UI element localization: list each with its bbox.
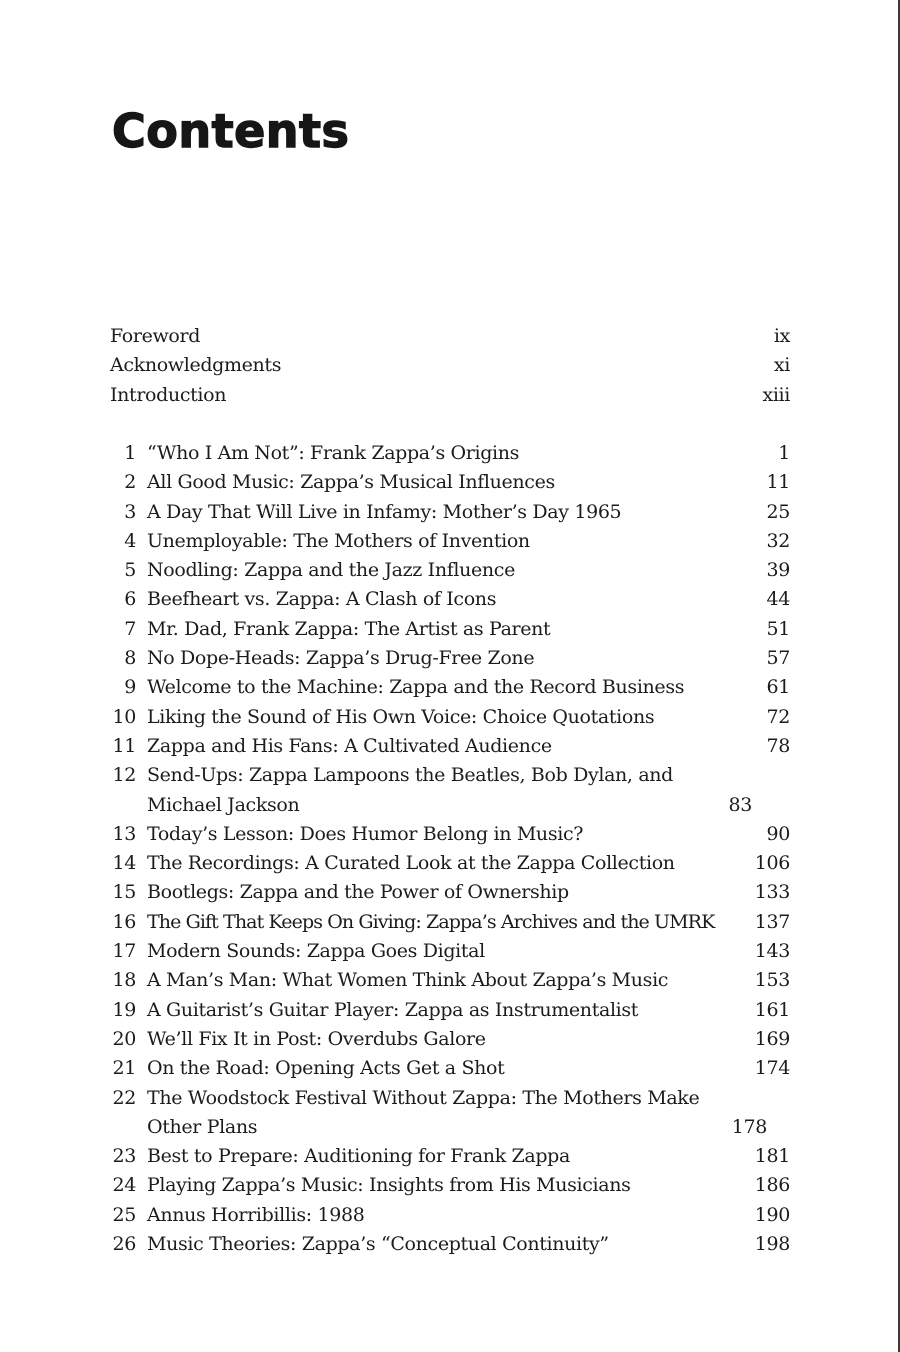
chapter-page: 72 bbox=[766, 705, 790, 728]
chapter-number: 23 bbox=[112, 1145, 136, 1168]
chapter-page: 11 bbox=[766, 471, 790, 494]
toc-entry-acknowledgments[interactable] bbox=[110, 351, 790, 380]
chapter-number: 1 bbox=[124, 442, 136, 464]
page-title: Contents bbox=[112, 104, 350, 158]
chapter-page: 106 bbox=[754, 852, 790, 875]
toc-chapter[interactable] bbox=[110, 673, 790, 702]
toc-chapter[interactable] bbox=[110, 527, 790, 556]
chapter-number: 25 bbox=[112, 1203, 136, 1226]
chapter-title: Music Theories: Zappa’s “Conceptual Continuity” bbox=[147, 1233, 609, 1256]
chapter-number: 17 bbox=[112, 940, 136, 963]
toc-chapter[interactable] bbox=[110, 966, 790, 995]
chapter-title: Unemployable: The Mothers of Invention bbox=[147, 529, 530, 552]
chapter-title: A Man’s Man: What Women Think About Zappa’s Music bbox=[147, 969, 669, 992]
chapter-title: All Good Music: Zappa’s Musical Influences bbox=[147, 471, 555, 494]
chapter-number: 5 bbox=[124, 559, 136, 582]
toc-chapter[interactable] bbox=[110, 1142, 790, 1171]
chapter-title: Playing Zappa’s Music: Insights from His Musicians bbox=[147, 1174, 631, 1197]
chapter-page: 190 bbox=[754, 1203, 790, 1226]
chapter-title: Send-Ups: Zappa Lampoons the Beatles, Bob Dylan, and Michael Jackson bbox=[147, 764, 673, 816]
toc-entry-introduction[interactable] bbox=[110, 381, 790, 410]
toc-chapter[interactable] bbox=[110, 1171, 790, 1200]
chapter-number: 2 bbox=[124, 471, 136, 494]
front-matter-list bbox=[110, 322, 790, 410]
toc-chapter[interactable] bbox=[110, 732, 790, 761]
chapter-page: 178 bbox=[731, 1115, 767, 1138]
chapter-page: 143 bbox=[754, 940, 790, 963]
toc-chapter[interactable] bbox=[110, 1025, 790, 1054]
entry-page: ix bbox=[773, 325, 790, 347]
toc-chapter[interactable] bbox=[110, 1084, 790, 1143]
chapter-title: Mr. Dad, Frank Zappa: The Artist as Parent bbox=[147, 617, 551, 640]
chapter-title: A Day That Will Live in Infamy: Mother’s Day 1965 bbox=[147, 500, 622, 523]
chapter-number: 26 bbox=[112, 1233, 136, 1256]
chapter-number: 24 bbox=[112, 1174, 136, 1197]
chapter-title: Modern Sounds: Zappa Goes Digital bbox=[147, 940, 485, 963]
chapter-number: 4 bbox=[124, 529, 136, 552]
toc-chapter[interactable] bbox=[110, 615, 790, 644]
chapter-number: 3 bbox=[124, 500, 136, 523]
toc-chapter[interactable] bbox=[110, 644, 790, 673]
chapter-title: Bootlegs: Zappa and the Power of Ownership bbox=[147, 881, 569, 904]
toc-chapter[interactable] bbox=[110, 878, 790, 907]
chapter-title: On the Road: Opening Acts Get a Shot bbox=[147, 1057, 505, 1080]
toc-chapter[interactable] bbox=[110, 937, 790, 966]
toc-chapter[interactable] bbox=[110, 1230, 790, 1259]
entry-page: xiii bbox=[762, 383, 790, 406]
chapter-page: 153 bbox=[754, 969, 790, 992]
chapter-number: 7 bbox=[124, 617, 136, 640]
chapter-number: 21 bbox=[112, 1057, 136, 1080]
chapter-number: 15 bbox=[112, 881, 136, 904]
chapter-page: 78 bbox=[766, 734, 790, 757]
chapter-number: 10 bbox=[112, 705, 136, 728]
toc-chapter[interactable] bbox=[110, 439, 790, 468]
chapter-page: 32 bbox=[766, 529, 790, 552]
toc-chapter[interactable] bbox=[110, 585, 790, 614]
entry-title: Introduction bbox=[110, 383, 227, 406]
chapter-title: The Recordings: A Curated Look at the Zappa Collection bbox=[147, 852, 675, 875]
toc-chapter[interactable] bbox=[110, 761, 790, 820]
chapter-title: A Guitarist’s Guitar Player: Zappa as Instrumentalist bbox=[147, 998, 639, 1021]
chapter-number: 18 bbox=[112, 969, 136, 992]
chapter-page: 57 bbox=[766, 647, 790, 670]
chapter-page: 181 bbox=[754, 1145, 790, 1168]
toc-chapter[interactable] bbox=[110, 1201, 790, 1230]
chapter-page: 39 bbox=[766, 559, 790, 582]
chapter-number: 13 bbox=[112, 822, 136, 845]
chapter-number: 12 bbox=[112, 764, 136, 787]
chapter-page: 137 bbox=[754, 910, 790, 933]
toc-chapter[interactable] bbox=[110, 498, 790, 527]
chapter-page: 61 bbox=[766, 676, 790, 699]
entry-page: xi bbox=[773, 354, 790, 377]
chapter-page: 83 bbox=[728, 793, 752, 816]
chapter-list bbox=[110, 439, 790, 1259]
chapter-page: 161 bbox=[754, 998, 790, 1021]
toc-chapter[interactable] bbox=[110, 556, 790, 585]
toc-chapter[interactable] bbox=[110, 468, 790, 497]
chapter-number: 16 bbox=[112, 910, 136, 933]
chapter-page: 51 bbox=[766, 617, 790, 640]
chapter-number: 6 bbox=[124, 588, 136, 611]
chapter-title: The Gift That Keeps On Giving: Zappa’s Archives and the UMRK bbox=[147, 910, 715, 933]
entry-title: Acknowledgments bbox=[110, 354, 282, 377]
chapter-title: No Dope-Heads: Zappa’s Drug-Free Zone bbox=[147, 647, 535, 670]
chapter-title: Best to Prepare: Auditioning for Frank Zappa bbox=[147, 1145, 570, 1168]
chapter-page: 174 bbox=[754, 1057, 790, 1080]
toc-chapter[interactable] bbox=[110, 849, 790, 878]
chapter-title: Zappa and His Fans: A Cultivated Audience bbox=[147, 734, 552, 757]
chapter-number: 19 bbox=[112, 998, 136, 1021]
chapter-title: Liking the Sound of His Own Voice: Choice Quotations bbox=[147, 705, 655, 728]
chapter-title: “Who I Am Not”: Frank Zappa’s Origins bbox=[147, 442, 520, 464]
chapter-page: 1 bbox=[778, 442, 790, 464]
chapter-title: Today’s Lesson: Does Humor Belong in Music? bbox=[147, 822, 584, 845]
chapter-title: Welcome to the Machine: Zappa and the Record Business bbox=[147, 676, 685, 699]
chapter-page: 25 bbox=[766, 500, 790, 523]
chapter-number: 11 bbox=[112, 734, 136, 757]
toc-chapter[interactable] bbox=[110, 820, 790, 849]
chapter-page: 198 bbox=[754, 1233, 790, 1256]
chapter-page: 186 bbox=[754, 1174, 790, 1197]
chapter-number: 9 bbox=[124, 676, 136, 699]
chapter-title: The Woodstock Festival Without Zappa: The Mothers Make Other Plans bbox=[147, 1086, 700, 1138]
toc-chapter[interactable] bbox=[110, 703, 790, 732]
chapter-page: 90 bbox=[766, 822, 790, 845]
chapter-title: Noodling: Zappa and the Jazz Influence bbox=[147, 559, 515, 582]
chapter-number: 22 bbox=[112, 1086, 136, 1109]
chapter-title: Beefheart vs. Zappa: A Clash of Icons bbox=[147, 588, 497, 611]
chapter-page: 133 bbox=[754, 881, 790, 904]
toc-chapter[interactable] bbox=[110, 996, 790, 1025]
toc-chapter[interactable] bbox=[110, 908, 790, 937]
chapter-page: 44 bbox=[766, 588, 790, 611]
chapter-number: 20 bbox=[112, 1027, 136, 1050]
chapter-number: 14 bbox=[112, 852, 136, 875]
chapter-number: 8 bbox=[124, 647, 136, 670]
chapter-title: Annus Horribillis: 1988 bbox=[147, 1203, 365, 1226]
chapter-title: We’ll Fix It in Post: Overdubs Galore bbox=[147, 1027, 486, 1050]
toc-chapter[interactable] bbox=[110, 1054, 790, 1083]
entry-title: Foreword bbox=[110, 325, 201, 347]
chapter-page: 169 bbox=[754, 1027, 790, 1050]
toc-entry-foreword[interactable] bbox=[110, 322, 790, 351]
